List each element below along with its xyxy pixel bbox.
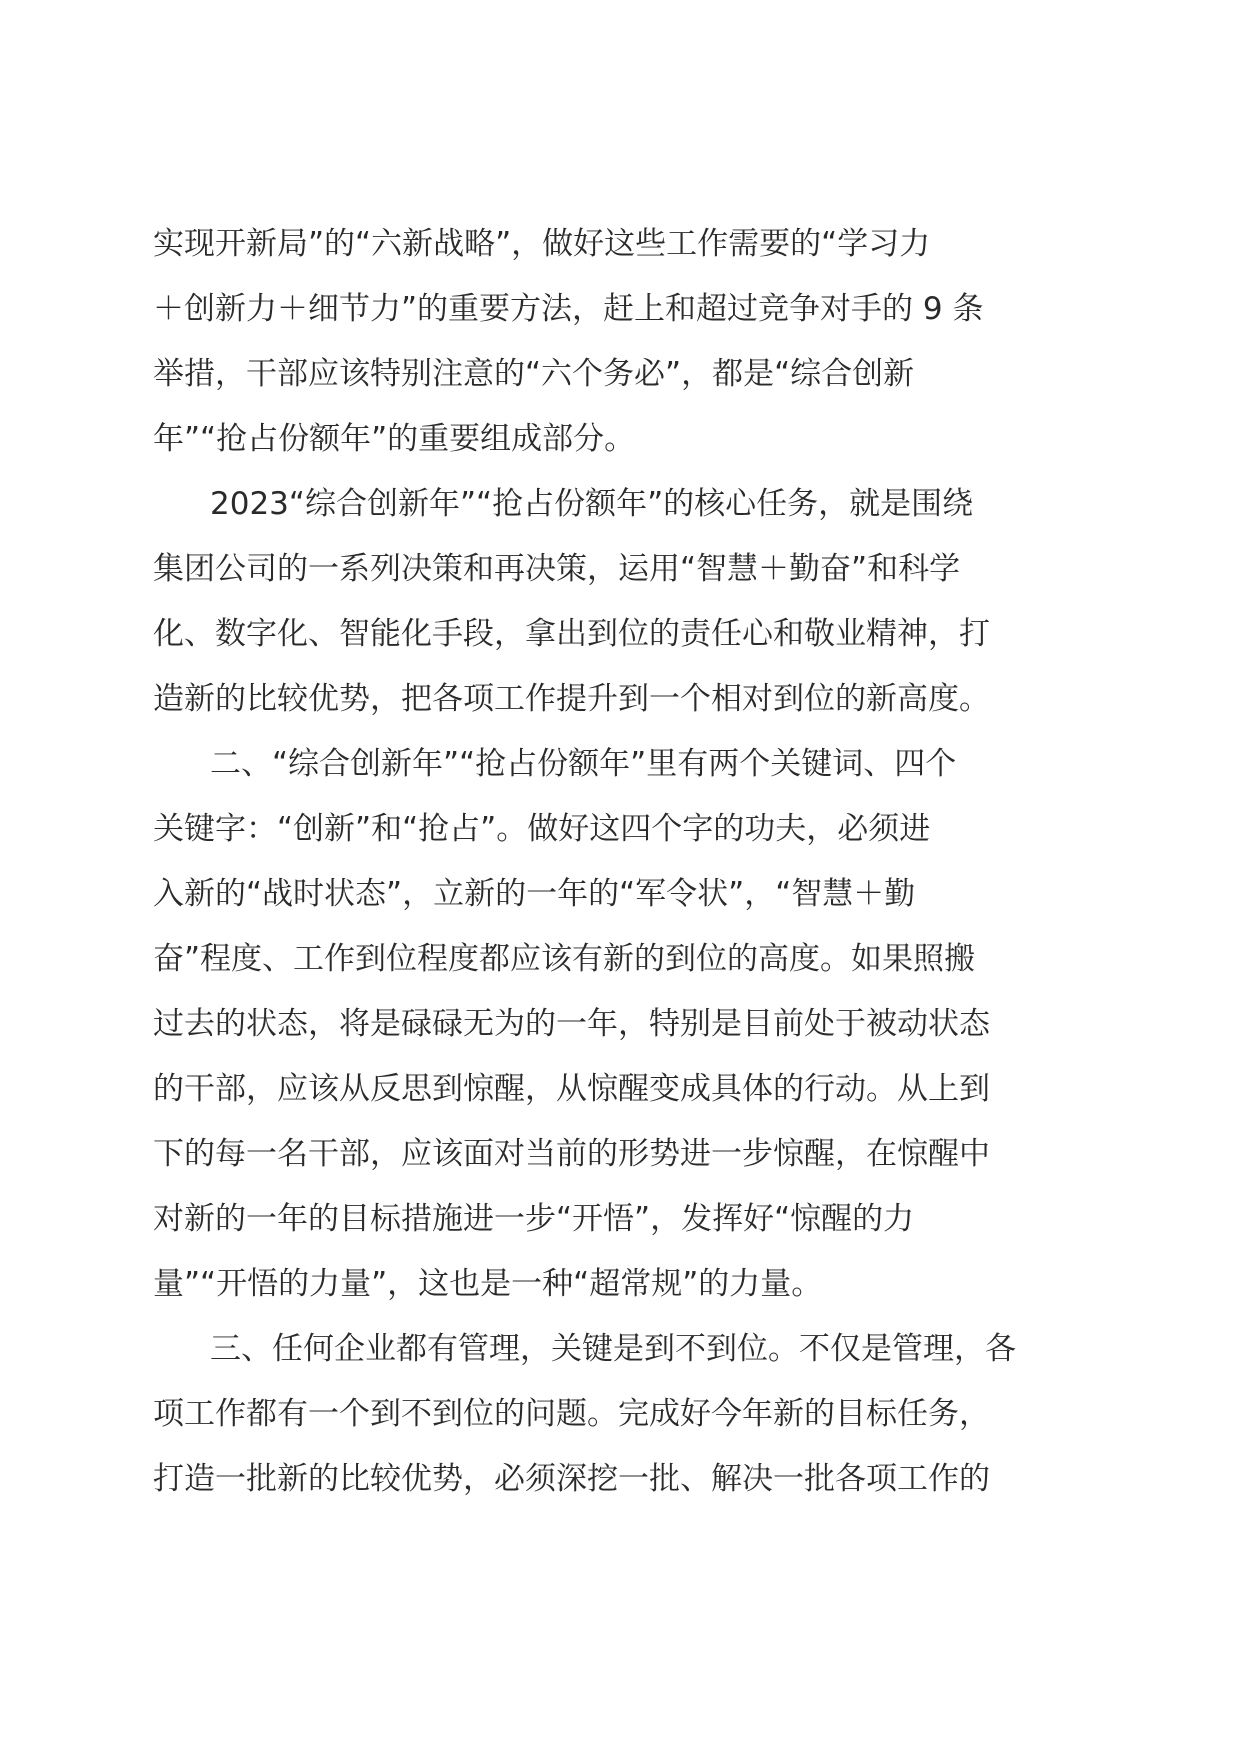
text-line: 下的每一名干部，应该面对当前的形势进一步惊醒，在惊醒中	[153, 1136, 990, 1172]
paragraph-first-line: 三、任何企业都有管理，关键是到不到位。不仅是管理，各	[210, 1331, 1016, 1367]
text-line: 化、数字化、智能化手段，拿出到位的责任心和敬业精神，打	[153, 616, 990, 652]
paragraph-first-line: 二、“综合创新年”“抢占份额年”里有两个关键词、四个	[210, 746, 957, 782]
text-line: 奋”程度、工作到位程度都应该有新的到位的高度。如果照搬	[153, 941, 976, 977]
text-line: 关键字：“创新”和“抢占”。做好这四个字的功夫，必须进	[153, 811, 931, 847]
text-line: 过去的状态，将是碌碌无为的一年，特别是目前处于被动状态	[153, 1006, 990, 1042]
text-line: 项工作都有一个到不到位的问题。完成好今年新的目标任务，	[153, 1396, 990, 1432]
text-line: 量”“开悟的力量”，这也是一种“超常规”的力量。	[153, 1266, 823, 1302]
text-line: 造新的比较优势，把各项工作提升到一个相对到位的新高度。	[153, 681, 990, 717]
text-line: 实现开新局”的“六新战略”，做好这些工作需要的“学习力	[153, 226, 931, 262]
text-line: 的干部，应该从反思到惊醒，从惊醒变成具体的行动。从上到	[153, 1071, 990, 1107]
text-line: 打造一批新的比较优势，必须深挖一批、解决一批各项工作的	[153, 1461, 990, 1497]
text-line: 对新的一年的目标措施进一步“开悟”，发挥好“惊醒的力	[153, 1201, 915, 1237]
text-line: ＋创新力＋细节力”的重要方法，赶上和超过竞争对手的 9 条	[153, 291, 984, 327]
text-line: 集团公司的一系列决策和再决策，运用“智慧＋勤奋”和科学	[153, 551, 961, 587]
paragraph-first-line: 2023“综合创新年”“抢占份额年”的核心任务，就是围绕	[210, 486, 974, 522]
text-line: 年”“抢占份额年”的重要组成部分。	[153, 421, 636, 457]
text-line: 举措，干部应该特别注意的“六个务必”，都是“综合创新	[153, 356, 915, 392]
text-line: 入新的“战时状态”，立新的一年的“军令状”，“智慧＋勤	[153, 876, 916, 912]
document-body	[153, 212, 1093, 1512]
